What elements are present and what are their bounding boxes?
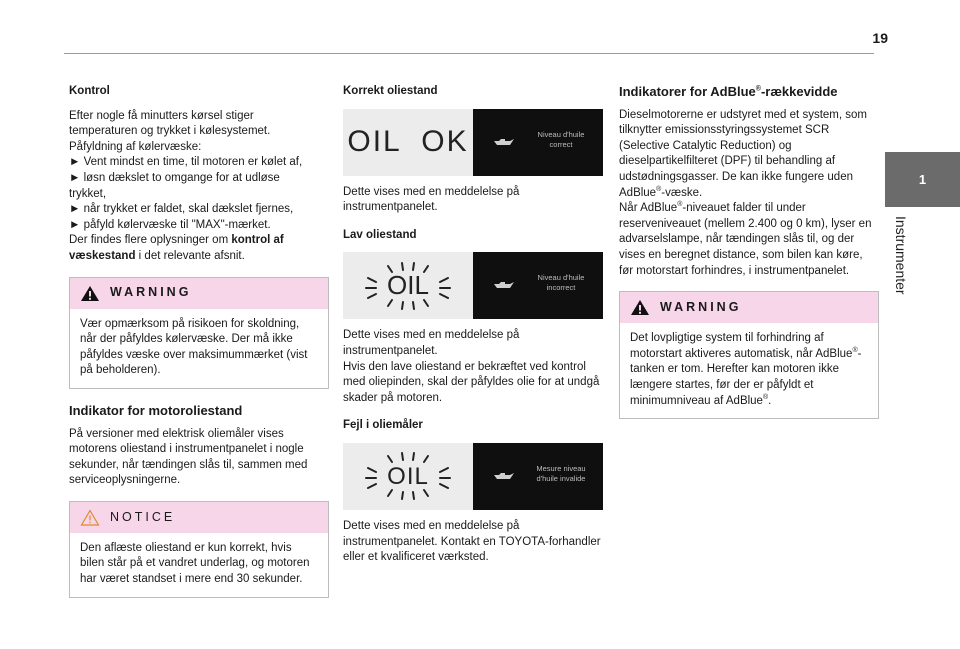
column-left	[69, 84, 329, 598]
low-caption: Dette vises med en meddelelse på instrumentpanelet.	[343, 329, 520, 357]
chapter-tab: 1	[885, 152, 960, 207]
notice-text: Den aflæste oliestand er kun korrekt, hvis bilen står på et vandret underlag, og motoren har været standset i mere end 30 sekunder.	[80, 541, 310, 586]
adblue-warning-c: .	[768, 394, 772, 407]
oil-can-icon	[493, 280, 515, 292]
warning-title: WARNING	[660, 299, 742, 314]
kontrol-line: ► påfyld kølervæske til "MAX"-mærket.	[69, 218, 271, 231]
fault-caption: Dette vises med en meddelelse på instrumentpanelet. Kontakt en TOYOTA-forhandler eller et kvalificeret værksted.	[343, 519, 601, 564]
adblue-heading-tail: -rækkevidde	[760, 84, 838, 99]
registered-mark: ®	[656, 185, 662, 193]
notice-header	[70, 502, 328, 533]
notice-triangle-icon	[80, 509, 100, 526]
adblue-heading	[619, 84, 879, 100]
oil-can-icon	[493, 137, 515, 149]
oil-fault-image	[343, 443, 603, 510]
notice-box	[69, 501, 329, 598]
adblue-p2-tail: -niveauet falder til under reserveniveauet (mellem 2.400 og 0 km), lyser en advarselslampe, når tændingen slås til, og der vises en beregnet distance, som bilen kan køre, før motorstart forhindres, i instrumentpanelet.	[619, 202, 872, 277]
top-divider	[64, 53, 874, 54]
fault-heading: Fejl i oliemåler	[343, 419, 423, 432]
oil-low-image	[343, 252, 603, 319]
registered-mark: ®	[852, 346, 858, 354]
kontrol-line: trykket,	[69, 187, 107, 200]
warning-box-adblue	[619, 291, 879, 419]
kontrol-line: ► når trykket er faldet, skal dækslet fjernes,	[69, 203, 294, 216]
correct-heading: Korrekt oliestand	[343, 85, 438, 97]
warning-triangle-icon	[80, 285, 100, 302]
adblue-warning-a: Det lovpligtige system til forhindring af motorstart aktiveres automatisk, når AdBlue	[630, 332, 853, 360]
warning-header	[620, 292, 878, 323]
oil-ok-dash-text: Niveau d'huile correct	[537, 129, 585, 149]
adblue-heading-text: Indikatorer for AdBlue	[619, 84, 756, 99]
warning-title: WARNING	[110, 285, 192, 300]
kontrol-line: temperaturen og trykket i kølesystemet.	[69, 125, 271, 138]
registered-mark: ®	[677, 201, 683, 209]
adblue-p2-text: Når AdBlue	[619, 202, 678, 215]
warning-box-coolant	[69, 277, 329, 389]
kontrol-heading: Kontrol	[69, 85, 110, 97]
oil-can-icon	[493, 471, 515, 483]
oil-fault-symbol: OIL	[387, 462, 429, 490]
notice-title: NOTICE	[110, 509, 176, 524]
adblue-paragraph-1	[619, 108, 879, 202]
kontrol-line: Efter nogle få minutters kørsel stiger	[69, 109, 254, 122]
oil-low-symbol: OIL	[387, 270, 429, 301]
kontrol-more-bold: kontrol af væskestand	[69, 234, 284, 262]
adblue-warning-b: -tanken er tom. Herefter kan motoren ikke længere startes, før der er påfyldt et minimumniveau af AdBlue	[630, 347, 862, 407]
adblue-paragraph-2	[619, 201, 879, 279]
adblue-warning-text	[630, 331, 868, 409]
kontrol-more-tail: i det relevante afsnit.	[135, 249, 245, 262]
correct-caption: Dette vises med en meddelelse på instrumentpanelet.	[343, 185, 520, 214]
column-middle	[343, 84, 603, 566]
oil-ok-image	[343, 109, 603, 176]
page-number: 19	[872, 30, 888, 46]
kontrol-body	[69, 109, 329, 265]
oil-low-dash-text: Niveau d'huile incorrect	[537, 273, 585, 293]
adblue-p1-text: Dieselmotorerne er udstyret med et system, som tilknytter emissionsstyringssystemet SCR (Selective Catalytic Reduction) og dieselpartikelfilteret (DPF) til behandling af udstødningsgasser. De kan ikke fungere uden AdBlue	[619, 108, 867, 199]
warning-text: Vær opmærksom på risikoen for skoldning, når der påfyldes kølervæske. Der må ikke påfyldes væske over maksimummærket (vist på beholderen).	[80, 317, 308, 377]
column-right	[619, 84, 879, 419]
indicator-heading: Indikator for motoroliestand	[69, 402, 243, 418]
indicator-text: På versioner med elektrisk oliemåler vises motorens oliestand i instrumentpanelet i nogle sekunder, når tændingen slås til, sammen med serviceoplysningerne.	[69, 427, 308, 487]
chapter-title: Instrumenter	[893, 216, 909, 295]
low-heading: Lav oliestand	[343, 228, 417, 241]
warning-triangle-icon	[630, 299, 650, 316]
kontrol-line: ► Vent mindst en time, til motoren er kølet af,	[69, 156, 303, 169]
registered-mark: ®	[762, 393, 769, 401]
registered-mark: ®	[755, 85, 761, 93]
kontrol-more-text: Der findes flere oplysninger om	[69, 234, 232, 247]
oil-ok-symbol: OIL OK	[347, 125, 469, 159]
kontrol-line: ► løsn dækslet to omgange for at udløse	[69, 171, 280, 184]
low-extra: Hvis den lave oliestand er bekræftet ved kontrol med oliepinden, skal der påfyldes olie for at undgå skader på motoren.	[343, 360, 600, 404]
kontrol-line: Påfyldning af kølervæske:	[69, 140, 202, 153]
oil-fault-dash-text: Mesure niveau d'huile invalide	[536, 463, 586, 483]
warning-header	[70, 278, 328, 309]
adblue-p1-tail: -væske.	[661, 186, 703, 199]
